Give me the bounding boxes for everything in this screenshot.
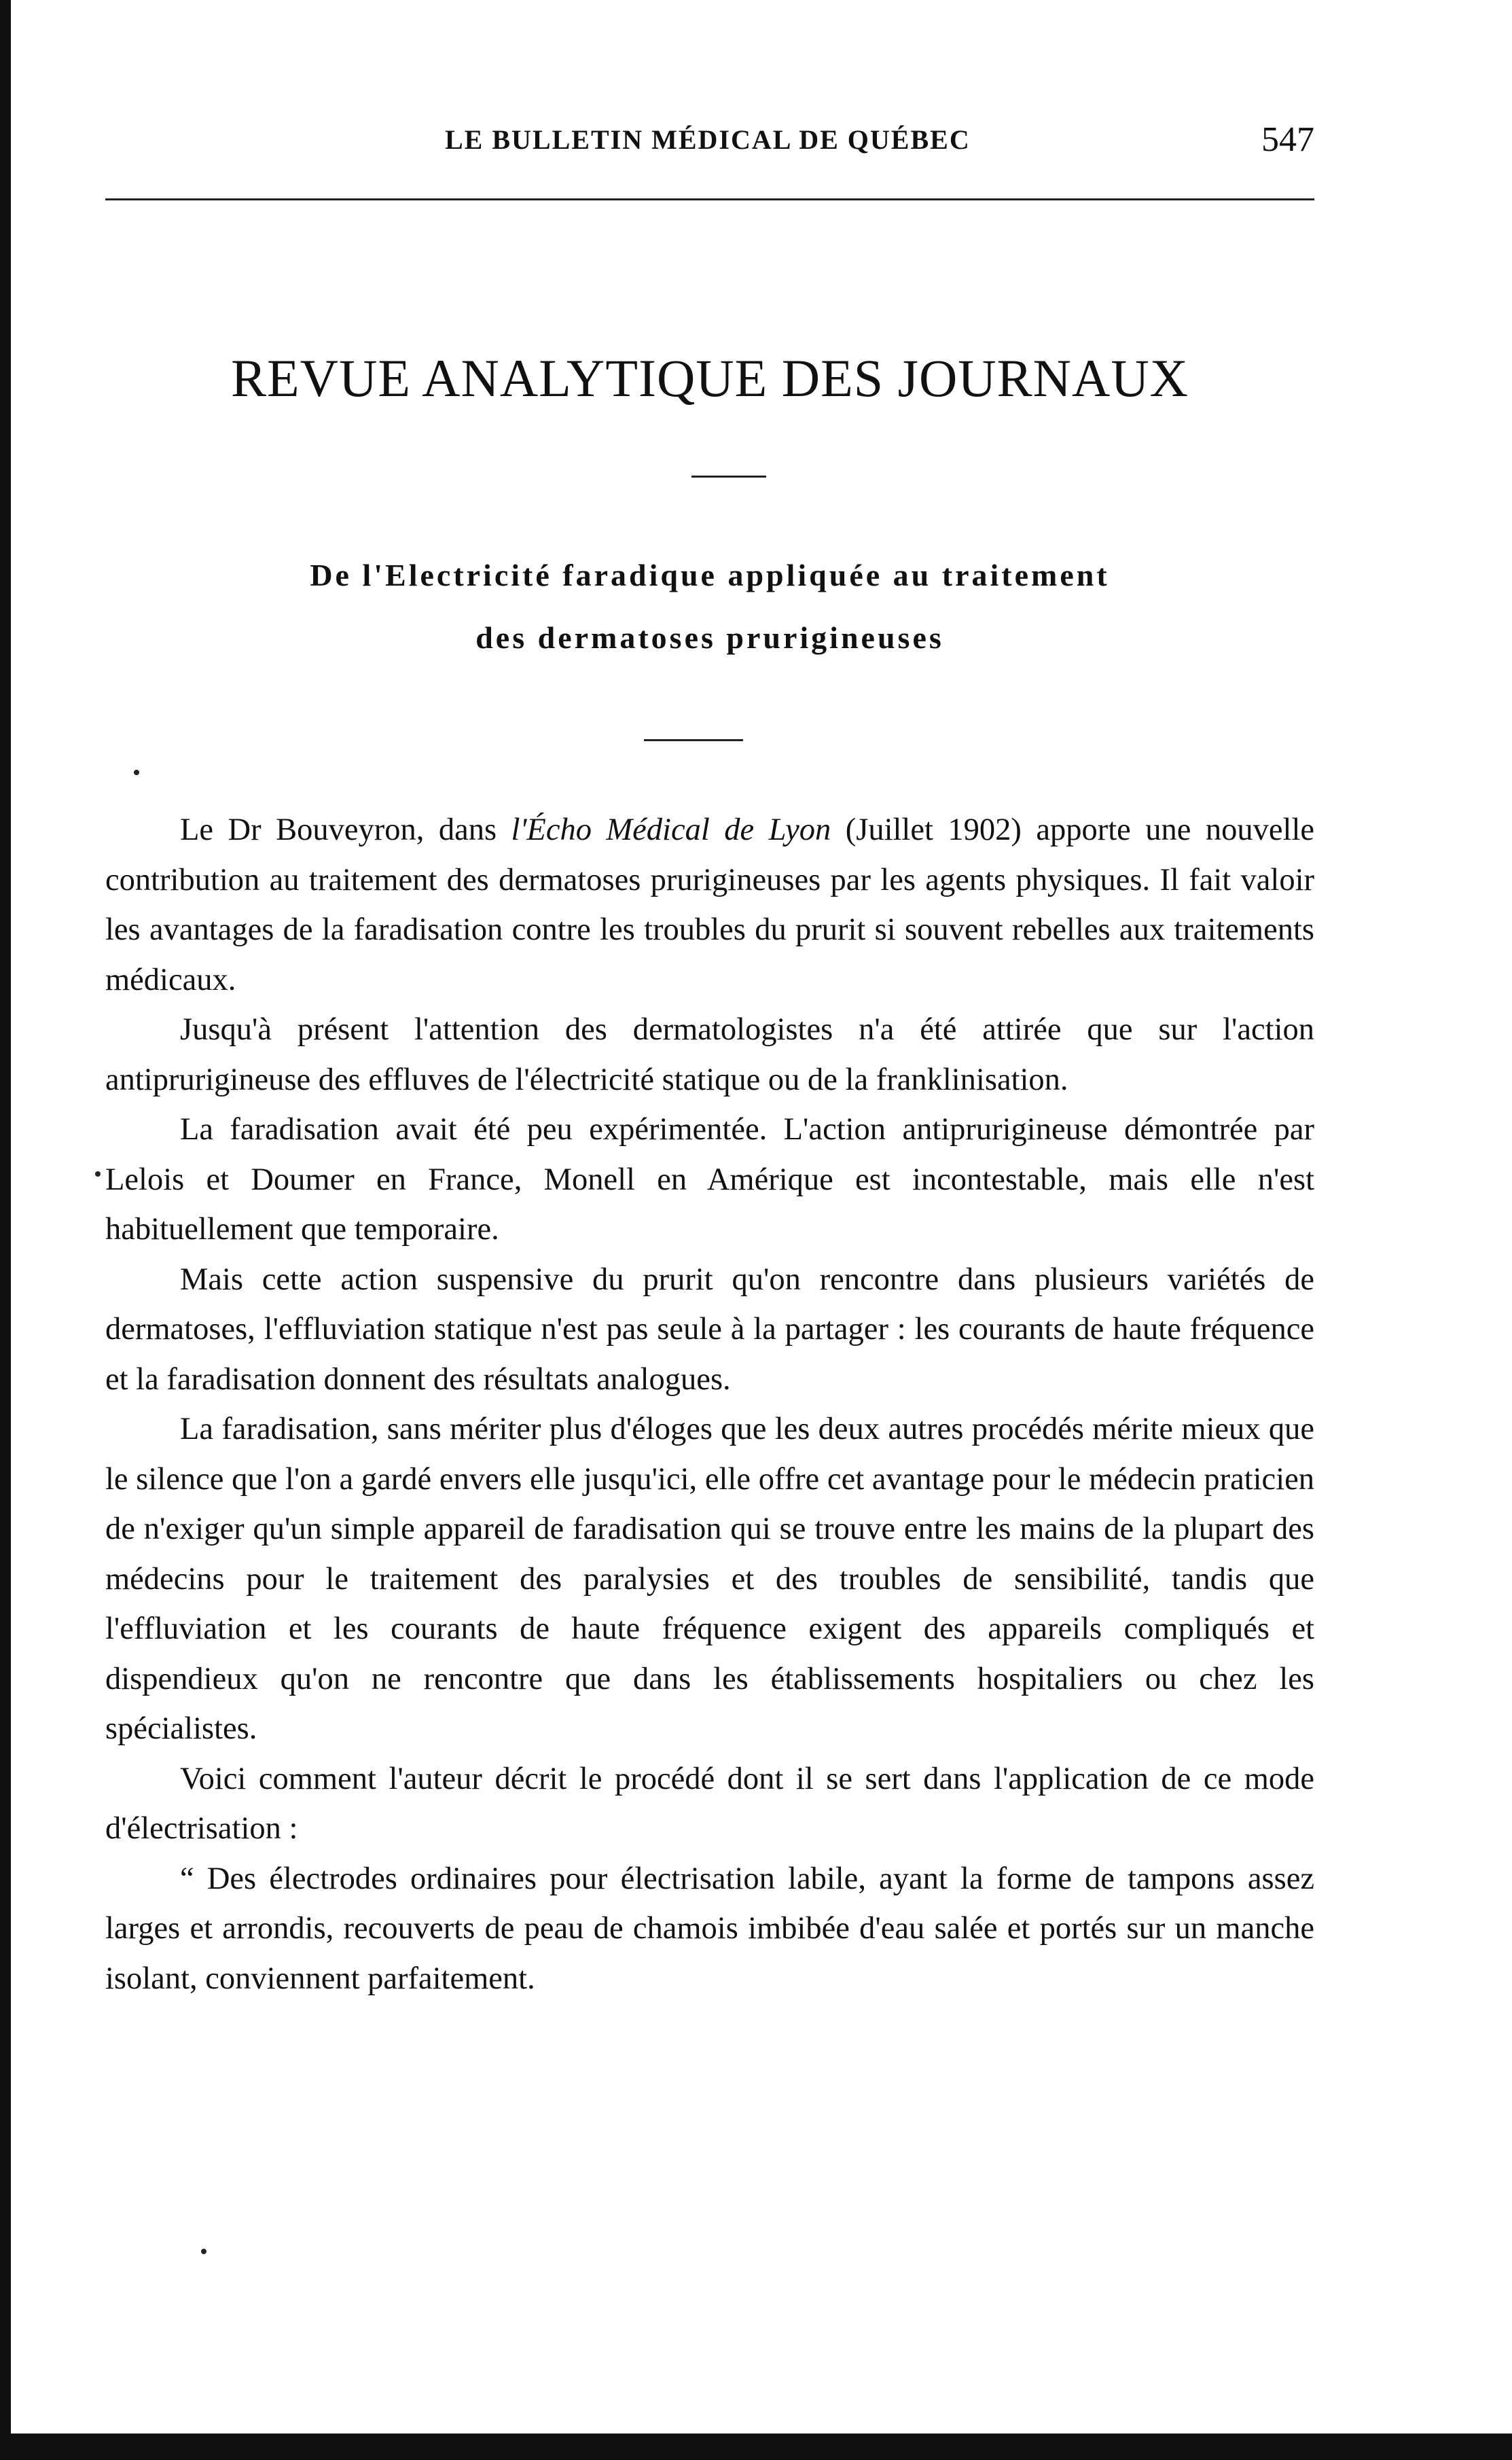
article-body [105, 805, 1314, 2003]
article-divider [644, 739, 743, 741]
header-rule [105, 198, 1314, 200]
paragraph: Le Dr Bouveyron, dans l'Écho Médical de Lyon (Juillet 1902) apporte une nouvelle contribution au traitement des dermatoses prurigineuses par les agents physiques. Il fait valoir les avantages de la faradisation contre les troubles du prurit si souvent rebelles aux traitements médicaux. [105, 813, 1314, 997]
print-speck [201, 2249, 206, 2254]
running-head [105, 120, 1314, 164]
paragraph: Mais cette action suspensive du prurit qu'on rencontre dans plusieurs variétés de dermatoses, l'effluviation statique n'est pas seule à la partager : les courants de haute fréquence et la faradisation donnent des résultats analogues. [105, 1262, 1314, 1397]
print-speck [134, 770, 139, 775]
article-title-line-1: De l'Electricité faradique appliquée au traitement [310, 558, 1110, 592]
section-title: REVUE ANALYTIQUE DES JOURNAUX [231, 349, 1189, 408]
paragraph: “ Des électrodes ordinaires pour électrisation labile, ayant la forme de tampons assez larges et arrondis, recouverts de peau de chamois imbibée d'eau salée et portés sur un manche isolant, conviennent parfaitement. [105, 1861, 1314, 1996]
page-number: 547 [1261, 120, 1314, 159]
print-speck [95, 1171, 101, 1177]
journal-title: LE BULLETIN MÉDICAL DE QUÉBEC [445, 124, 971, 155]
paragraph: La faradisation, sans mériter plus d'éloges que les deux autres procédés mérite mieux que le silence que l'on a gardé envers elle jusqu'ici, elle offre cet avantage pour le médecin praticien de n'exiger qu'un simple appareil de faradisation qui se trouve entre les mains de la plupart des médecins pour le traitement des paralysies et des troubles de sensibilité, tandis que l'effluviation et les courants de haute fréquence exigent des appareils compliqués et dispendieux qu'on ne rencontre que dans les établissements hospitaliers ou chez les spécialistes. [105, 1412, 1314, 1746]
binding-shadow-left [0, 0, 11, 2460]
paragraph: Voici comment l'auteur décrit le procédé dont il se sert dans l'application de ce mode d'électrisation : [105, 1761, 1314, 1846]
paragraph: La faradisation avait été peu expérimentée. L'action antiprurigineuse démontrée par Lelois et Doumer en France, Monell en Amérique est incontestable, mais elle n'est habituellement que temporaire. [105, 1112, 1314, 1247]
paragraph: Jusqu'à présent l'attention des dermatologistes n'a été attirée que sur l'action antiprurigineuse des effluves de l'électricité statique ou de la franklinisation. [105, 1012, 1314, 1097]
journal-source: l'Écho Médical de Lyon [511, 813, 831, 847]
article-title-line-2: des dermatoses prurigineuses [475, 620, 944, 655]
binding-shadow-bottom [0, 2434, 1512, 2460]
title-divider [691, 476, 766, 478]
